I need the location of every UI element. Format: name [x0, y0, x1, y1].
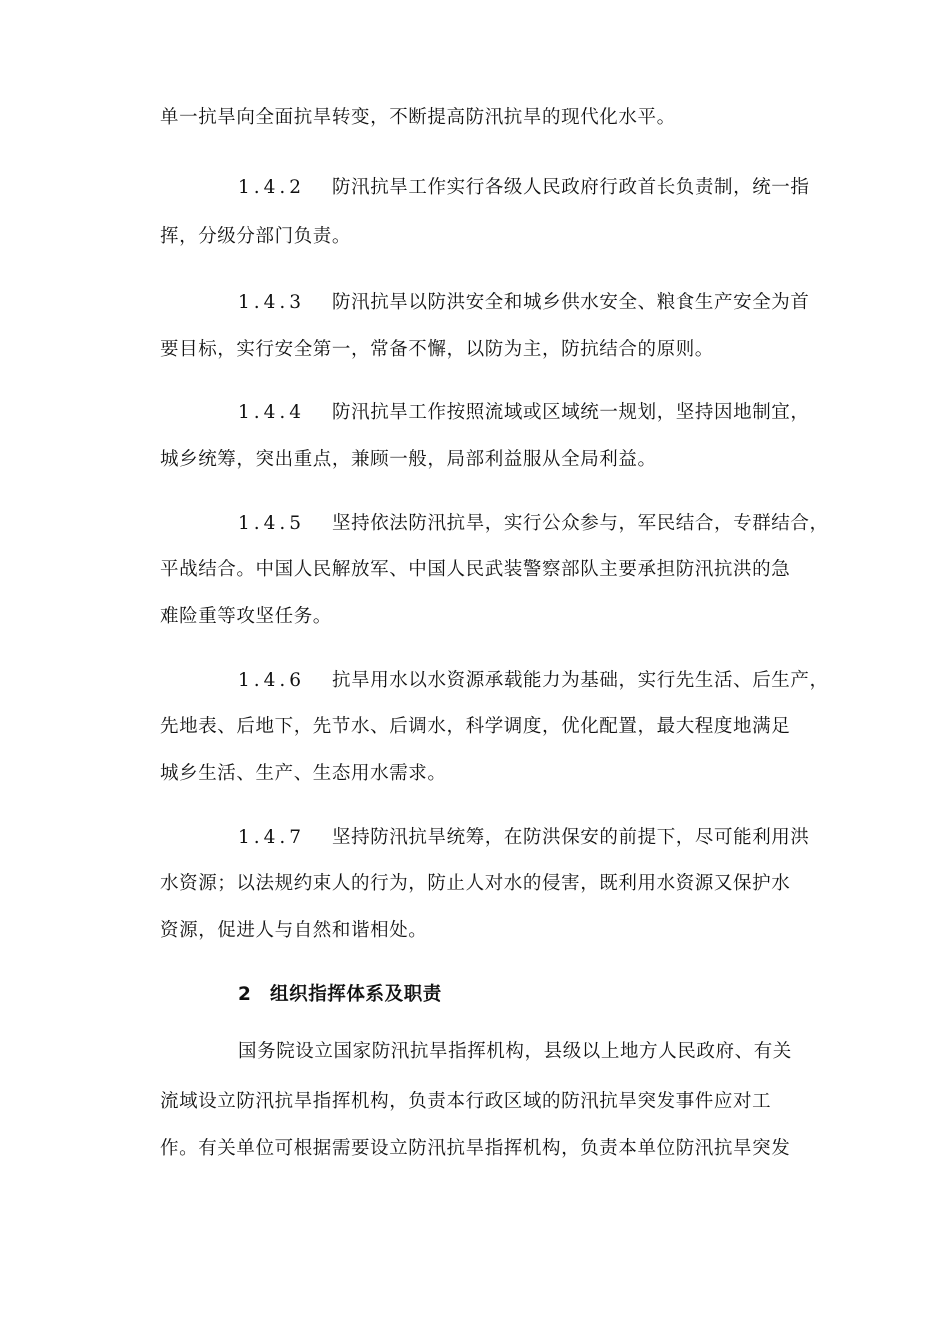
paragraph-line: 平战结合。中国人民解放军、中国人民武装警察部队主要承担防汛抗洪的急 [160, 559, 791, 580]
paragraph-line: 资源，促进人与自然和谐相处。 [160, 920, 428, 941]
paragraph-line: 抗旱用水以水资源承载能力为基础，实行先生活、后生产， [332, 670, 829, 691]
clause-number: 1.4.2 [238, 177, 306, 198]
clause-1-4-2 [238, 168, 950, 208]
paragraph-line: 城乡生活、生产、生态用水需求。 [160, 763, 447, 784]
clause-number: 1.4.7 [238, 827, 306, 848]
paragraph-line: 挥，分级分部门负责。 [160, 226, 352, 247]
paragraph-line: 防汛抗旱以防洪安全和城乡供水安全、粮食生产安全为首 [332, 292, 810, 313]
paragraph-line: 先地表、后地下，先节水、后调水，科学调度，优化配置，最大程度地满足 [160, 716, 791, 737]
clause-1-4-5 [238, 504, 950, 544]
paragraph-line: 要目标，实行安全第一，常备不懈，以防为主，防抗结合的原则。 [160, 339, 714, 360]
paragraph-line: 坚持防汛抗旱统筹，在防洪保安的前提下，尽可能利用洪 [332, 827, 810, 848]
clause-number: 1.4.4 [238, 402, 306, 423]
section-number: 2 [238, 984, 252, 1005]
paragraph-line: 国务院设立国家防汛抗旱指挥机构，县级以上地方人民政府、有关 [238, 1041, 792, 1062]
paragraph-line: 单一抗旱向全面抗旱转变，不断提高防汛抗旱的现代化水平。 [160, 107, 676, 128]
clause-1-4-7 [238, 818, 950, 858]
paragraph-line: 流域设立防汛抗旱指挥机构，负责本行政区域的防汛抗旱突发事件应对工 [160, 1091, 772, 1112]
paragraph-line: 城乡统筹，突出重点，兼顾一般，局部利益服从全局利益。 [160, 449, 657, 470]
paragraph-line: 作。有关单位可根据需要设立防汛抗旱指挥机构，负责本单位防汛抗旱突发 [160, 1138, 791, 1159]
paragraph-line: 防汛抗旱工作按照流域或区域统一规划，坚持因地制宜， [332, 402, 810, 423]
clause-1-4-3 [238, 283, 950, 323]
section-title: 组织指挥体系及职责 [270, 984, 442, 1005]
clause-1-4-4 [238, 393, 950, 433]
clause-number: 1.4.6 [238, 670, 306, 691]
clause-number: 1.4.3 [238, 292, 306, 313]
paragraph-line: 坚持依法防汛抗旱，实行公众参与，军民结合，专群结合， [332, 513, 829, 534]
paragraph-line: 水资源；以法规约束人的行为，防止人对水的侵害，既利用水资源又保护水 [160, 873, 791, 894]
paragraph-line: 难险重等攻坚任务。 [160, 606, 332, 627]
section-heading [238, 975, 950, 1015]
clause-number: 1.4.5 [238, 513, 306, 534]
paragraph-line: 防汛抗旱工作实行各级人民政府行政首长负责制，统一指 [332, 177, 810, 198]
clause-1-4-6 [238, 661, 950, 701]
